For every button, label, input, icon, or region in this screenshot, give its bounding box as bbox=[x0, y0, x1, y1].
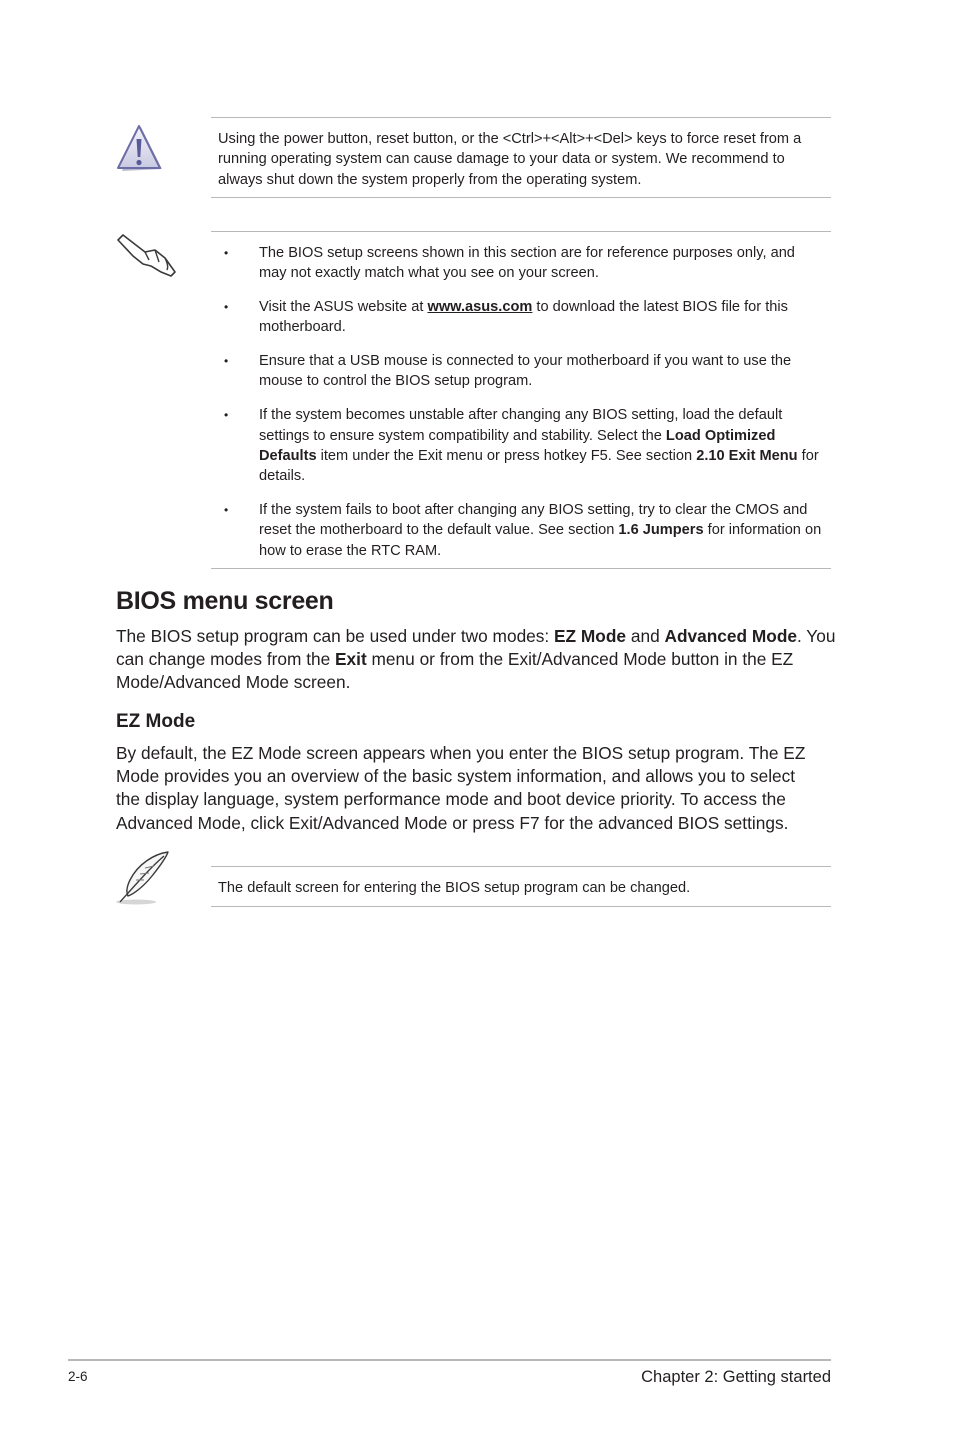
subsection-title: EZ Mode bbox=[116, 711, 196, 732]
bullet-icon: • bbox=[224, 408, 229, 423]
asus-website-link[interactable]: www.asus.com bbox=[427, 299, 533, 316]
warning-notice bbox=[211, 117, 831, 198]
important-list bbox=[218, 243, 823, 561]
footer-divider bbox=[68, 1359, 831, 1361]
page-number: 2-6 bbox=[68, 1369, 88, 1384]
list-item: • Visit the ASUS website at www.asus.com to download the latest BIOS file for this motherboard. bbox=[224, 299, 788, 336]
note-notice bbox=[211, 866, 831, 907]
section-title: BIOS menu screen bbox=[116, 587, 334, 615]
bullet-icon: • bbox=[224, 354, 229, 369]
note-text: The default screen for entering the BIOS setup program can be changed. bbox=[218, 880, 691, 896]
bullet-icon: • bbox=[224, 246, 229, 260]
warning-triangle-icon bbox=[114, 124, 164, 174]
list-item: • The BIOS setup screens shown in this section are for reference purposes only, and may not exactly match what you see on your screen. bbox=[224, 245, 795, 282]
list-item: • If the system becomes unstable after changing any BIOS setting, load the default settings to ensure system compatibility and stability. Select the Load Optimized Defaults item under the Exit menu or press hotkey F5. See section 2.10 Exit Menu for details. bbox=[224, 407, 819, 485]
important-notice bbox=[211, 231, 831, 569]
warning-text: Using the power button, reset button, or the <Ctrl>+<Alt>+<Del> keys to force reset from a running operating system can cause damage to your data or system. We recommend to always shut down the system properly from the operating system. bbox=[218, 131, 802, 188]
bullet-icon: • bbox=[224, 502, 229, 517]
section-intro: The BIOS setup program can be used under two modes: EZ Mode and Advanced Mode. You can change modes from the Exit menu or from the Exit/Advanced Mode button in the EZ Mode/Advanced Mode screen. bbox=[116, 626, 836, 693]
feather-pen-icon bbox=[114, 850, 172, 906]
chapter-title: Chapter 2: Getting started bbox=[641, 1368, 831, 1386]
bullet-icon: • bbox=[224, 300, 229, 315]
subsection-body: By default, the EZ Mode screen appears when you enter the BIOS setup program. The EZ Mode provides you an overview of the basic system information, and allows you to select the display language, system performance mode and boot device priority. To access the Advanced Mode, click Exit/Advanced Mode or press F7 for the advanced BIOS settings. bbox=[116, 743, 806, 833]
list-item: • If the system fails to boot after changing any BIOS setting, try to clear the CMOS and reset the motherboard to the default value. See section 1.6 Jumpers for information on how to erase the RTC RAM. bbox=[224, 501, 822, 559]
list-item: • Ensure that a USB mouse is connected to your motherboard if you want to use the mouse to control the BIOS setup program. bbox=[224, 353, 792, 390]
pointing-hand-icon bbox=[115, 232, 179, 280]
